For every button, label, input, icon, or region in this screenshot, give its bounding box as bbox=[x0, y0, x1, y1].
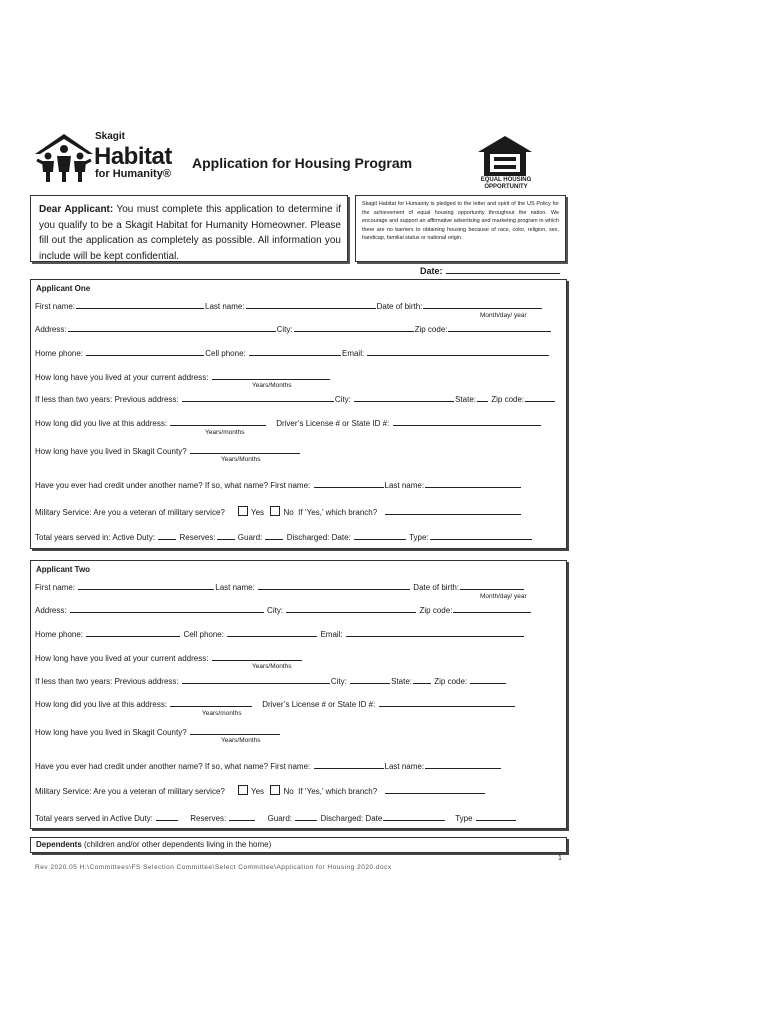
a1-prev-address-row[interactable]: If less than two years: Previous address: City: State: Zip code: bbox=[35, 393, 556, 404]
a2-did-live-row[interactable]: How long did you live at this address: Driver’s License # or State ID #: bbox=[35, 698, 516, 709]
policy-box: Skagit Habitat for Humanity is pledged to the letter and spirit of the US Policy for the achievement of equal housing opportunity throughout the nation. We encourage and support an affirmative advertising and marketing program in which there are no barriers to obtaining housing because of race, color, religion, sex, handicap, familial status or national origin. bbox=[355, 195, 566, 262]
a2-military-row[interactable]: Military Service: Are you a veteran of military service? Yes No If ‘Yes,’ which branch? bbox=[35, 785, 486, 796]
intro-box bbox=[30, 195, 348, 262]
page-number: 1 bbox=[558, 855, 562, 862]
logo-habitat-text: Habitat bbox=[94, 143, 172, 170]
page-title: Application for Housing Program bbox=[192, 155, 413, 171]
logo-skagit-text: Skagit bbox=[95, 131, 126, 142]
applicant-two-heading: Applicant Two bbox=[36, 565, 91, 574]
equal-housing-label: EQUAL HOUSING OPPORTUNITY bbox=[480, 177, 532, 190]
habitat-logo-icon bbox=[33, 132, 95, 184]
a1-no-checkbox[interactable] bbox=[270, 506, 280, 516]
intro-text: You must complete this application to determine if you qualify to be a Skagit Habitat for Humanity Homeowner. Please fill out the application as completely as possible. All information you include will be kept confidential. bbox=[39, 204, 341, 262]
date-label: Date: bbox=[420, 266, 443, 276]
a1-years-months-lc: Years/months bbox=[205, 429, 245, 436]
a2-prev-address-row[interactable]: If less than two years: Previous address: City: State: Zip code: bbox=[35, 675, 507, 686]
footer-path: Rev 2020.05 H:\Committees\FS Selection Committee\Select Committee\Application for Housing 2020.docx bbox=[35, 864, 392, 871]
a1-military-row[interactable]: Military Service: Are you a veteran of military service? Yes No If ‘Yes,’ which branch? bbox=[35, 506, 522, 517]
equal-housing-icon bbox=[476, 134, 534, 178]
dependents-heading-row bbox=[36, 840, 271, 849]
a1-address-row[interactable]: Address: City: Zip code: bbox=[35, 323, 552, 334]
a2-years-months: Years/Months bbox=[252, 663, 292, 670]
a2-yes-checkbox[interactable] bbox=[238, 785, 248, 795]
a2-no-checkbox[interactable] bbox=[270, 785, 280, 795]
a1-credit-row[interactable]: Have you ever had credit under another name? If so, what name? First name: Last name: bbox=[35, 479, 522, 490]
a1-skagit-row[interactable]: How long have you lived in Skagit County? bbox=[35, 445, 301, 456]
a2-phone-row[interactable]: Home phone: Cell phone: Email: bbox=[35, 628, 525, 639]
applicant-one-heading: Applicant One bbox=[36, 284, 91, 293]
a1-phone-row[interactable]: Home phone: Cell phone: Email: bbox=[35, 347, 550, 358]
a2-skagit-row[interactable]: How long have you lived in Skagit County? bbox=[35, 726, 281, 737]
a2-dob-hint: Month/day/ year bbox=[480, 593, 527, 600]
a2-credit-row[interactable]: Have you ever had credit under another name? If so, what name? First name: Last name: bbox=[35, 760, 502, 771]
a1-years-months: Years/Months bbox=[252, 382, 292, 389]
a1-yes-checkbox[interactable] bbox=[238, 506, 248, 516]
a1-current-address-row[interactable]: How long have you lived at your current address: bbox=[35, 371, 331, 382]
a2-years-months-2: Years/Months bbox=[221, 737, 261, 744]
a2-years-months-lc: Years/months bbox=[202, 710, 242, 717]
logo-for-humanity-text: for Humanity® bbox=[95, 168, 171, 180]
a2-service-row[interactable]: Total years served in Active Duty: Reserves: Guard: Discharged: Date Type bbox=[35, 812, 517, 823]
a2-name-row[interactable]: First name: Last name: Date of birth: bbox=[35, 581, 525, 592]
date-field[interactable] bbox=[420, 265, 561, 276]
a1-years-months-2: Years/Months bbox=[221, 456, 261, 463]
a1-name-row[interactable]: First name: Last name: Date of birth: bbox=[35, 300, 543, 311]
a1-did-live-row[interactable]: How long did you live at this address: Driver’s License # or State ID #: bbox=[35, 417, 542, 428]
a1-dob-hint: Month/day/ year bbox=[480, 312, 527, 319]
a2-current-address-row[interactable]: How long have you lived at your current address: bbox=[35, 652, 303, 663]
dependents-note: (children and/or other dependents living in the home) bbox=[81, 840, 272, 849]
a1-service-row[interactable]: Total years served in: Active Duty: Reserves: Guard: Discharged: Date: Type: bbox=[35, 531, 533, 542]
intro-lead: Dear Applicant: bbox=[39, 204, 114, 215]
dependents-heading: Dependents bbox=[36, 840, 82, 849]
a2-address-row[interactable]: Address: City: Zip code: bbox=[35, 604, 532, 615]
